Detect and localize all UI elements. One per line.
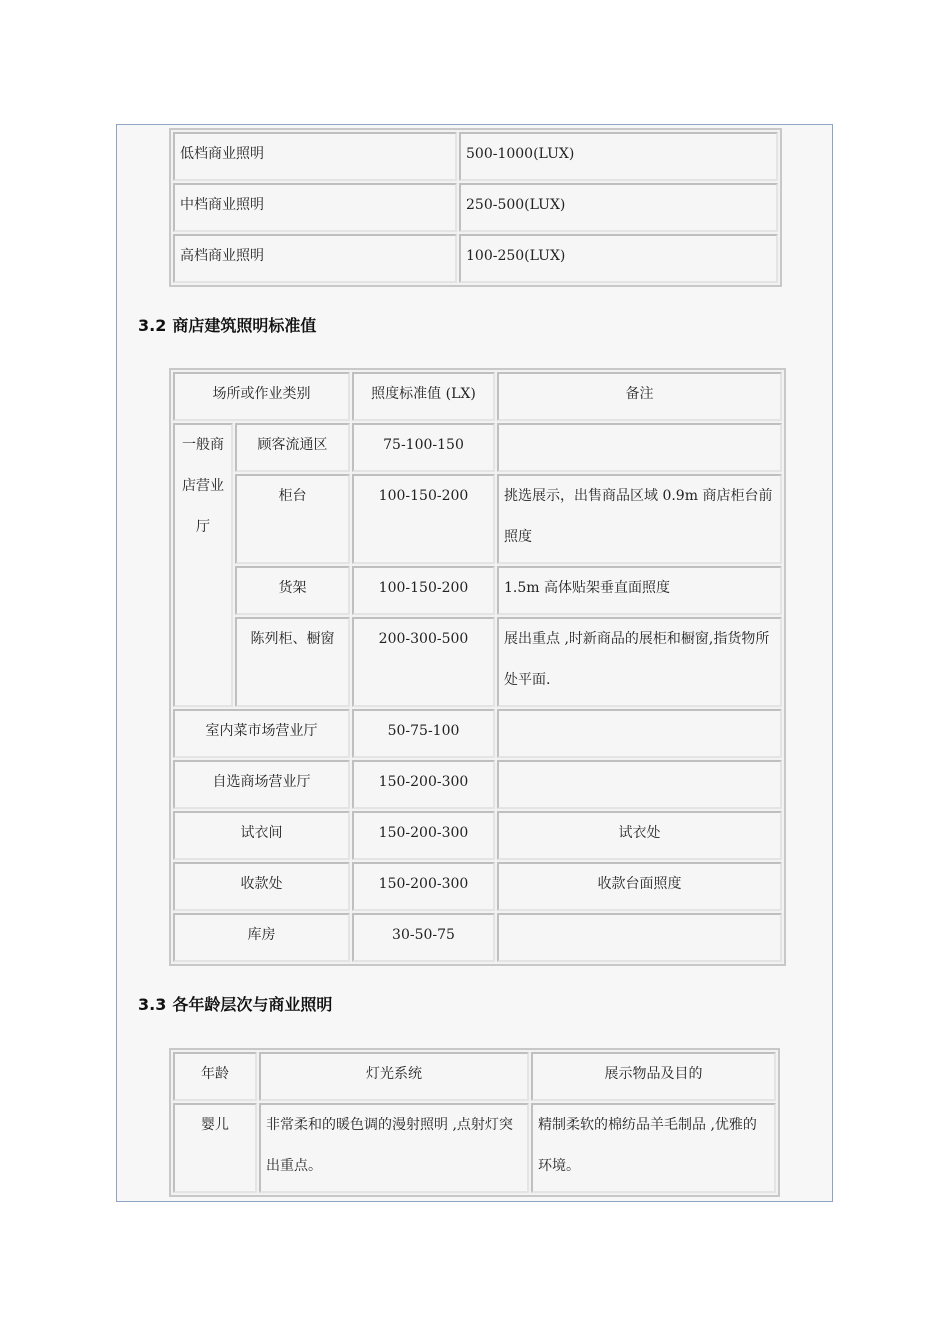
table-row	[173, 1103, 776, 1193]
table-cell: 库房	[173, 913, 350, 962]
table-row	[173, 760, 782, 809]
age-group-lighting-table	[169, 1048, 780, 1197]
section-number: 3.3	[138, 995, 167, 1014]
table-cell	[497, 709, 782, 758]
section-heading-3-3	[138, 992, 338, 1015]
table-cell: 100-150-200	[352, 566, 495, 615]
section-number: 3.2	[138, 316, 167, 335]
table-header-row	[173, 1052, 776, 1101]
table-row	[173, 423, 782, 472]
table-cell: 室内菜市场营业厅	[173, 709, 350, 758]
table-cell: 250-500(LUX)	[459, 183, 778, 232]
table-cell: 150-200-300	[352, 811, 495, 860]
table-cell: 200-300-500	[352, 617, 495, 707]
table-cell: 500-1000(LUX)	[459, 132, 778, 181]
table-cell	[497, 913, 782, 962]
table-row	[173, 474, 782, 564]
table-row	[173, 913, 782, 962]
table-cell: 展出重点 ,时新商品的展柜和橱窗,指货物所处平面.	[497, 617, 782, 707]
table-row	[173, 811, 782, 860]
table-cell: 陈列柜、橱窗	[235, 617, 350, 707]
header-cell: 灯光系统	[259, 1052, 529, 1101]
table-cell: 婴儿	[173, 1103, 257, 1193]
table-cell: 低档商业照明	[173, 132, 457, 181]
section-heading-3-2	[138, 313, 322, 336]
header-cell: 展示物品及目的	[531, 1052, 776, 1101]
table-row	[173, 132, 778, 181]
table-cell: 试衣处	[497, 811, 782, 860]
table-row	[173, 566, 782, 615]
table-row	[173, 183, 778, 232]
table-cell: 高档商业照明	[173, 234, 457, 283]
header-cell: 备注	[497, 372, 782, 421]
table-cell: 150-200-300	[352, 862, 495, 911]
table-cell: 精制柔软的棉纺品羊毛制品 ,优雅的环境。	[531, 1103, 776, 1193]
table-cell: 50-75-100	[352, 709, 495, 758]
table-cell: 30-50-75	[352, 913, 495, 962]
table-cell: 非常柔和的暖色调的漫射照明 ,点射灯突出重点。	[259, 1103, 529, 1193]
table-row	[173, 617, 782, 707]
group-label-cell: 一般商店营业厅	[173, 423, 233, 707]
table-cell	[497, 760, 782, 809]
table-row	[173, 709, 782, 758]
table-cell: 顾客流通区	[235, 423, 350, 472]
table-cell	[497, 423, 782, 472]
commercial-lighting-table	[169, 128, 782, 287]
table-cell: 收款处	[173, 862, 350, 911]
table-cell: 中档商业照明	[173, 183, 457, 232]
header-cell: 场所或作业类别	[173, 372, 350, 421]
table-cell: 100-150-200	[352, 474, 495, 564]
table-cell: 挑选展示，出售商品区域 0.9m 商店柜台前照度	[497, 474, 782, 564]
table-cell: 收款台面照度	[497, 862, 782, 911]
section-title: 各年龄层次与商业照明	[172, 995, 333, 1014]
header-cell: 照度标准值 (LX)	[352, 372, 495, 421]
table-row	[173, 862, 782, 911]
table-cell: 自选商场营业厅	[173, 760, 350, 809]
table-cell: 100-250(LUX)	[459, 234, 778, 283]
table-cell: 1.5m 高体贴架垂直面照度	[497, 566, 782, 615]
table-cell: 货架	[235, 566, 350, 615]
table-cell: 150-200-300	[352, 760, 495, 809]
table-cell: 柜台	[235, 474, 350, 564]
section-title: 商店建筑照明标准值	[172, 316, 317, 335]
store-illuminance-table	[169, 368, 786, 966]
header-cell: 年龄	[173, 1052, 257, 1101]
table-cell: 试衣间	[173, 811, 350, 860]
table-cell: 75-100-150	[352, 423, 495, 472]
table-row	[173, 234, 778, 283]
table-header-row	[173, 372, 782, 421]
